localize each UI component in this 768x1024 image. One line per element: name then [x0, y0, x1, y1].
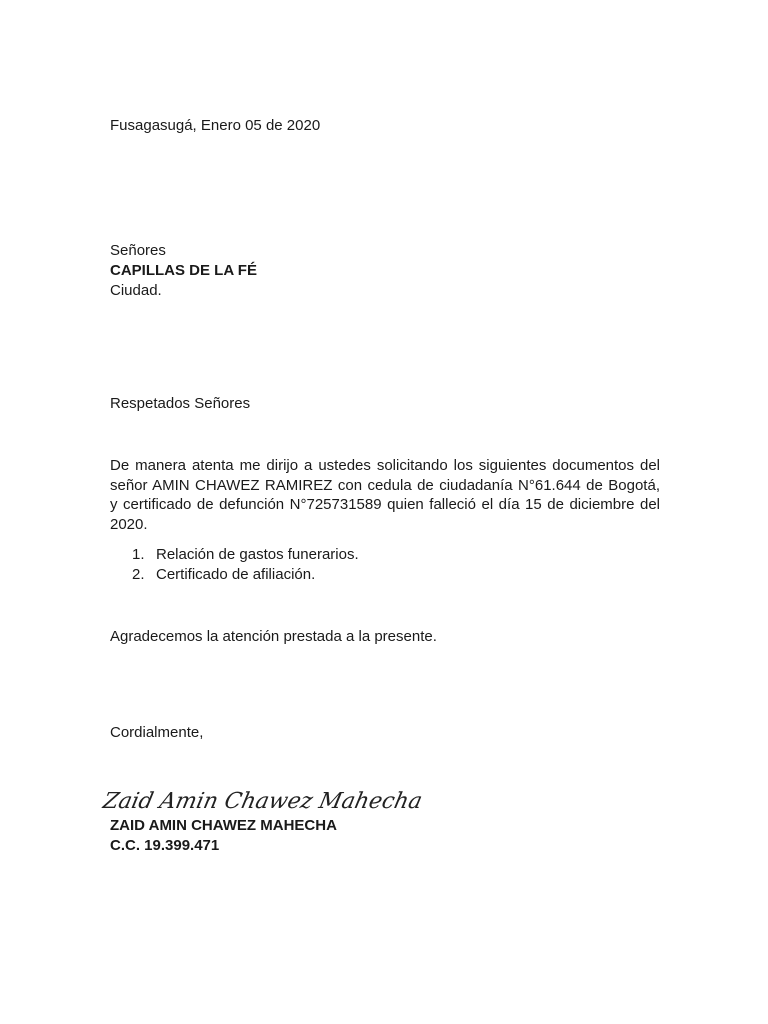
list-item-number: 2. — [132, 565, 145, 583]
list-item-label: Relación de gastos funerarios. — [156, 546, 359, 563]
body-line: 2020. — [110, 515, 148, 533]
signer-id: C.C. 19.399.471 — [110, 837, 220, 854]
signature-text: Zaid Amin Chawez Mahecha — [100, 788, 425, 814]
list-item — [110, 545, 359, 565]
signature-graphic — [100, 780, 425, 820]
list-item-label: Certificado de afiliación. — [156, 565, 316, 583]
body-paragraph — [110, 456, 660, 534]
list-item — [110, 565, 359, 585]
greeting: Respetados Señores — [110, 395, 251, 412]
closing: Cordialmente, — [110, 724, 204, 741]
body-line: y certificado de defunción N°725731589 quien falleció el día 15 de diciembre del — [110, 496, 660, 513]
addressee-salutation: Señores — [110, 242, 166, 259]
requested-documents-list — [110, 545, 359, 584]
body-line: señor AMIN CHAWEZ RAMIREZ con cedula de ciudadanía N°61.644 de Bogotá, — [110, 476, 660, 494]
signer-name: ZAID AMIN CHAWEZ MAHECHA — [110, 817, 337, 834]
list-item-number: 1. — [132, 546, 145, 563]
place-date: Fusagasugá, Enero 05 de 2020 — [110, 117, 321, 134]
thanks-line: Agradecemos la atención prestada a la presente. — [110, 628, 437, 645]
body-line: De manera atenta me dirijo a ustedes solicitando los siguientes documentos del — [110, 457, 660, 474]
addressee-company: CAPILLAS DE LA FÉ — [110, 262, 257, 279]
addressee-city: Ciudad. — [110, 282, 162, 299]
